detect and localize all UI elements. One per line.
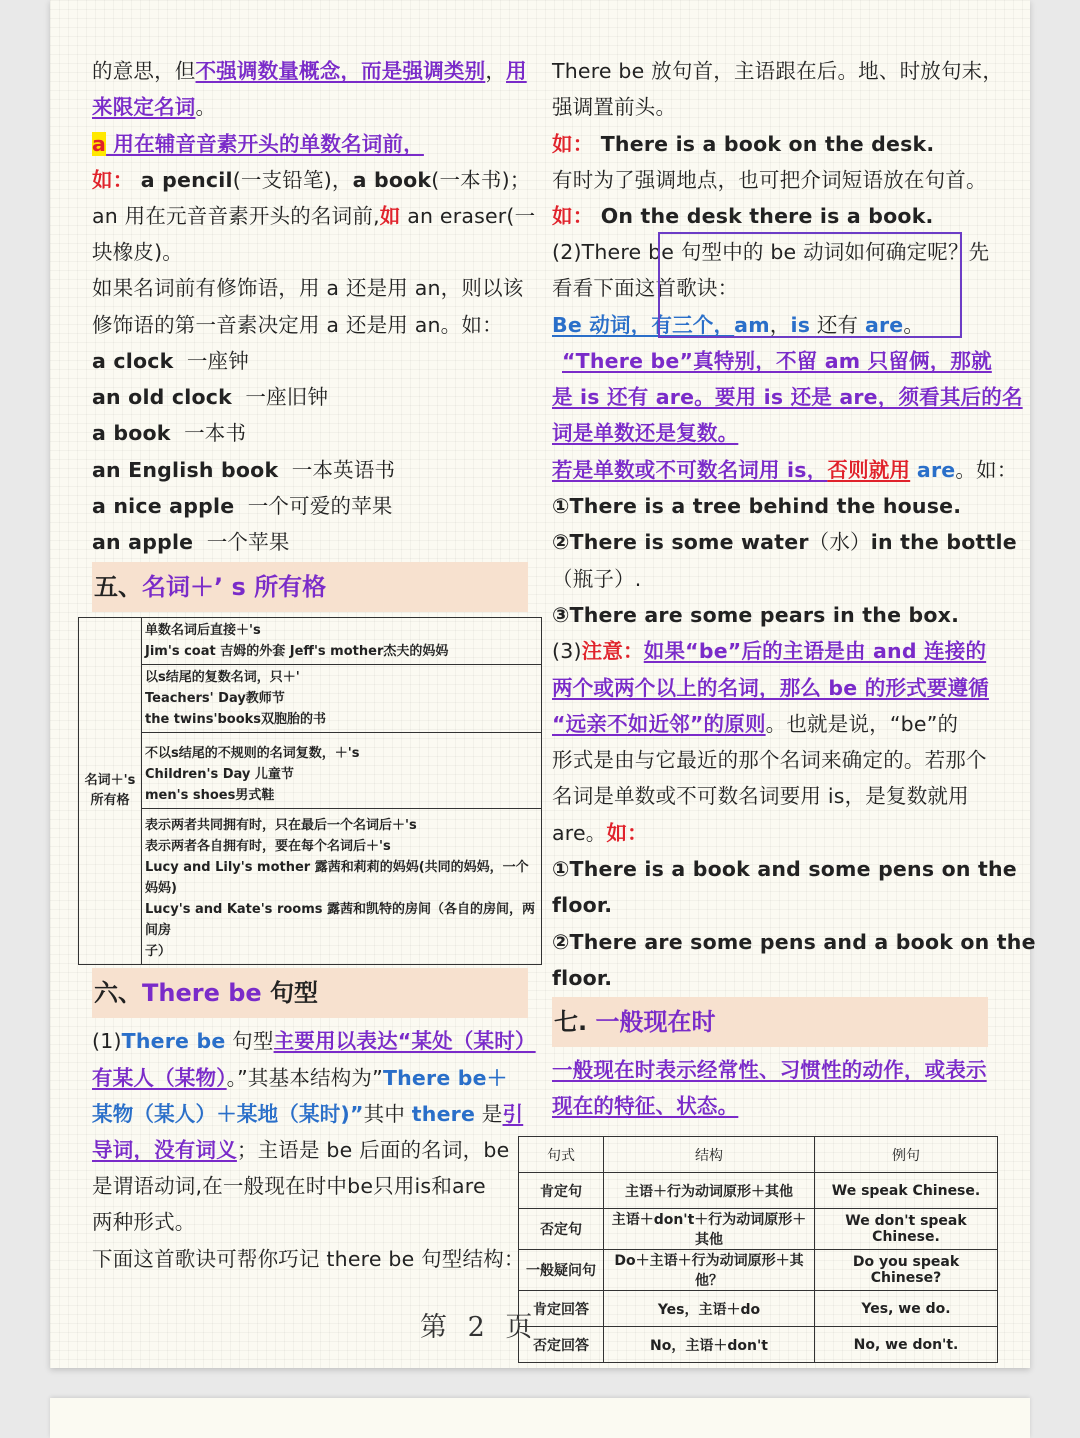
example-line (92, 493, 393, 519)
example-sentence: floor. (552, 893, 613, 917)
text-line (552, 711, 958, 737)
text-line: 块橡皮)。 (92, 240, 183, 264)
example-line (92, 420, 246, 446)
section-number: 六、 (94, 979, 142, 1007)
text-line: 强调置前头。 (552, 95, 677, 119)
text-line (92, 94, 216, 120)
example-sentence: ③There are some pears in the box. (552, 603, 960, 627)
text-line: 下面这首歌诀可帮你巧记 there be 句型结构： (92, 1247, 525, 1271)
example-en: a nice apple (92, 494, 235, 518)
table-cell (142, 618, 542, 665)
cell-line: 单数名词后直接＋'s (145, 623, 261, 638)
table-cell (142, 665, 542, 733)
text-line: 两种形式。 (92, 1210, 196, 1234)
text (910, 458, 917, 482)
section-heading-5 (92, 562, 528, 612)
example-label: 如： (552, 132, 594, 156)
table-cell: 主语＋don't＋行为动词原形＋其他 (604, 1209, 815, 1250)
keyword: Be 动词，有三个， (552, 313, 735, 337)
emphasis: 词是单数还是复数。 (552, 421, 739, 445)
text-line (92, 1101, 523, 1127)
table-cell (142, 809, 542, 965)
table-cell: Do＋主语＋行为动词原形＋其他？ (604, 1250, 815, 1291)
text-line (552, 203, 934, 229)
table-cell: 否定句 (519, 1209, 604, 1250)
section-title: There be (142, 979, 262, 1007)
example-zh: 一个可爱的苹果 (247, 494, 393, 518)
example-sentence: ①There is a book and some pens on the (552, 857, 1017, 881)
table-cell: 主语＋行为动词原形＋其他 (604, 1173, 815, 1209)
cell-line: 以s结尾的复数名词，只＋' (145, 670, 300, 685)
keyword: 某物（某人）＋某地（某时)” (92, 1102, 364, 1126)
table-cell: No, we don't. (815, 1327, 998, 1363)
cell-line: Jim's coat 吉姆的外套 Jeff's mother杰夫的妈妈 (145, 644, 449, 659)
table-row (519, 1250, 998, 1291)
page-number: 第 2 页 (420, 1312, 539, 1343)
table-row (519, 1291, 998, 1327)
example-en: an apple (92, 530, 194, 554)
table-cell: 一般疑问句 (519, 1250, 604, 1291)
example-zh: 一本英语书 (291, 458, 396, 482)
emphasis: “There be”真特别，不留 am 只留俩，那就 (562, 349, 992, 373)
text-line (92, 1065, 507, 1091)
table-cell: No，主语＋don't (604, 1327, 815, 1363)
text: 其中 (363, 1102, 412, 1126)
text-line (552, 820, 648, 846)
example-zh: 一座旧钟 (245, 385, 329, 409)
next-page-edge (50, 1398, 1030, 1438)
section-number: 七. (554, 1008, 588, 1036)
text: ②There is some water (552, 530, 809, 554)
emphasis: 一般现在时表示经常性、习惯性的动作，或表示 (552, 1058, 987, 1082)
keyword: is (790, 313, 811, 337)
cell-line: 表示两者各自拥有时，要在每个名词后＋'s (145, 839, 391, 854)
section-title-suffix: 句型 (261, 979, 319, 1007)
text-line (92, 1028, 536, 1054)
text: 是 (475, 1102, 503, 1126)
example-sentence: floor. (552, 966, 613, 990)
table-cell: Yes, we do. (815, 1291, 998, 1327)
emphasis: 引 (502, 1102, 524, 1126)
table-cell: We speak Chinese. (815, 1173, 998, 1209)
present-tense-table (518, 1136, 998, 1363)
emphasis: 如果“be”后的主语是由 and 连接的 (643, 639, 987, 663)
cell-line: men's shoes男式鞋 (145, 788, 275, 803)
table-header: 结构 (604, 1137, 815, 1173)
emphasis-red: 否则就用 (827, 458, 911, 482)
emphasis: 用在辅音音素开头的单数名词前， (106, 132, 424, 156)
emphasis: 是 is 还有 are。要用 is 还是 are，须看其后的名 (552, 385, 1023, 409)
cell-line: Lucy's and Kate's rooms 露茜和凯特的房间（各自的房间，两间房 (145, 902, 536, 938)
text: 。 (195, 95, 217, 119)
text: (一支铅笔)， (232, 168, 353, 192)
text-line (552, 384, 1023, 410)
text: a book (352, 168, 432, 192)
text-line (92, 203, 535, 229)
document-page (50, 0, 1036, 1368)
example-line (92, 384, 328, 410)
text: （水） (808, 530, 871, 554)
text-line (92, 58, 527, 84)
emphasis: 若是单数或不可数名词用 is， (552, 458, 828, 482)
section-title: 名词＋’ s 所有格 (142, 573, 327, 601)
table-cell: 肯定句 (519, 1173, 604, 1209)
table-row (79, 618, 542, 665)
keyword: There be (121, 1029, 226, 1053)
example-sentence (552, 529, 1017, 555)
text: (一本书)； (431, 168, 531, 192)
text-line (562, 348, 992, 374)
text: in the bottle (870, 530, 1017, 554)
possessive-table (78, 617, 542, 965)
table-row (519, 1327, 998, 1363)
text: 句型 (225, 1029, 274, 1053)
example-zh: 一本书 (184, 421, 247, 445)
example-line (92, 457, 395, 483)
cell-line: the twins'books双胞胎的书 (145, 712, 327, 727)
emphasis: 导词，没有词义 (92, 1138, 237, 1162)
text-line (92, 167, 530, 193)
table-row (519, 1173, 998, 1209)
text-line (552, 638, 986, 664)
keyword: are (864, 313, 904, 337)
text: (1) (92, 1029, 122, 1053)
example-sentence: ①There is a tree behind the house. (552, 494, 962, 518)
example-line (92, 529, 290, 555)
table-cell: Do you speak Chinese? (815, 1250, 998, 1291)
example-label: 如 (379, 204, 401, 228)
text-line: 看看下面这首歌诀： (552, 276, 739, 300)
example-label: 如： (552, 204, 594, 228)
text: a pencil (133, 168, 233, 192)
text-line (552, 675, 989, 701)
text-line (552, 131, 934, 157)
text: an eraser(一 (400, 204, 536, 228)
text: There is a book on the desk. (593, 132, 935, 156)
table-row (79, 665, 542, 733)
table-header: 例句 (815, 1137, 998, 1173)
cell-line: 表示两者共同拥有时，只在最后一个名词后＋'s (145, 818, 417, 833)
example-zh: 一个苹果 (206, 530, 290, 554)
cell-line: 不以s结尾的不规则的名词复数，＋'s (145, 746, 360, 761)
text-line: （瓶子）. (552, 567, 642, 591)
text: 。如： (955, 458, 1018, 482)
emphasis: 两个或两个以上的名词，那么 be 的形式要遵循 (552, 676, 989, 700)
emphasis: 用 (506, 59, 527, 83)
text-line: 形式是由与它最近的那个名词来确定的。若那个 (552, 748, 987, 772)
text: 。 (903, 313, 925, 337)
table-cell: 肯定回答 (519, 1291, 604, 1327)
highlight-box (658, 232, 962, 338)
text-line (92, 131, 424, 157)
text: 的意思，但 (92, 59, 196, 83)
text-line: 如果名词前有修饰语，用 a 还是用 an，则以该 (92, 276, 524, 300)
text: 。”其基本结构为” (226, 1066, 383, 1090)
table-row (79, 809, 542, 965)
cell-line: Lucy and Lily's mother 露茜和莉莉的妈妈(共同的妈妈，一个妈妈) (145, 860, 529, 896)
keyword: there (411, 1102, 476, 1126)
text-line: 修饰语的第一音素决定用 a 还是用 an。如： (92, 313, 503, 337)
emphasis: 现在的特征、状态。 (552, 1094, 739, 1118)
table-side-label: 名词＋'s所有格 (79, 618, 142, 965)
note-label: 注意： (581, 639, 644, 663)
keyword: am (734, 313, 770, 337)
text: 还有 (810, 313, 865, 337)
example-en: an old clock (92, 385, 232, 409)
example-label: 如： (92, 168, 134, 192)
example-line (92, 348, 249, 374)
section-number: 五、 (94, 573, 142, 601)
text-line (552, 420, 738, 446)
text: On the desk there is a book. (593, 204, 934, 228)
table-cell: We don't speak Chinese. (815, 1209, 998, 1250)
example-zh: 一座钟 (186, 349, 249, 373)
table-cell (142, 733, 542, 809)
cell-line: Teachers' Day教师节 (145, 691, 285, 706)
text: ， (769, 313, 791, 337)
text-line: 是谓语动词,在一般现在时中be只用is和are (92, 1174, 486, 1198)
text-line (552, 1093, 738, 1119)
emphasis: 来限定名词 (92, 95, 196, 119)
emphasis: 主要用以表达“某处（某时） (273, 1029, 536, 1053)
text-line (552, 457, 1017, 483)
text-line (92, 1137, 509, 1163)
text: ， (485, 59, 507, 83)
section-heading-7 (552, 997, 988, 1047)
table-row (79, 733, 542, 809)
article-a: a (92, 132, 107, 156)
text-line (552, 1057, 987, 1083)
text: ；主语是 be 后面的名词，be (236, 1138, 510, 1162)
keyword: There be＋ (382, 1066, 508, 1090)
text-line: 有时为了强调地点，也可把介词短语放在句首。 (552, 168, 987, 192)
table-header-row (519, 1137, 998, 1173)
emphasis: 有某人（某物） (92, 1066, 227, 1090)
section-heading-6 (92, 968, 528, 1018)
table-header: 句式 (519, 1137, 604, 1173)
text: are。 (552, 821, 607, 845)
example-en: a clock (92, 349, 174, 373)
example-en: an English book (92, 458, 279, 482)
cell-line: Children's Day 儿童节 (145, 767, 294, 782)
text-line: There be 放句首，主语跟在后。地、时放句末， (552, 59, 1004, 83)
text: an 用在元音音素开头的名词前, (92, 204, 380, 228)
table-row (519, 1209, 998, 1250)
emphasis: 不强调数量概念，而是强调类别 (195, 59, 486, 83)
cell-line: 子） (145, 944, 172, 959)
table-cell: 否定回答 (519, 1327, 604, 1363)
keyword: are (916, 458, 956, 482)
table-cell: Yes，主语＋do (604, 1291, 815, 1327)
text: 。也就是说，“be”的 (765, 712, 959, 736)
emphasis: “远亲不如近邻”的原则 (552, 712, 766, 736)
text: (3) (552, 639, 582, 663)
example-label: 如： (606, 821, 648, 845)
text-line: (2)There be 句型中的 be 动词如何确定呢？先 (552, 240, 990, 264)
section-title: 一般现在时 (587, 1008, 716, 1036)
text-line: 名词是单数或不可数名词要用 is，是复数就用 (552, 784, 969, 808)
example-sentence: ②There are some pens and a book on the (552, 930, 1036, 954)
example-en: a book (92, 421, 171, 445)
